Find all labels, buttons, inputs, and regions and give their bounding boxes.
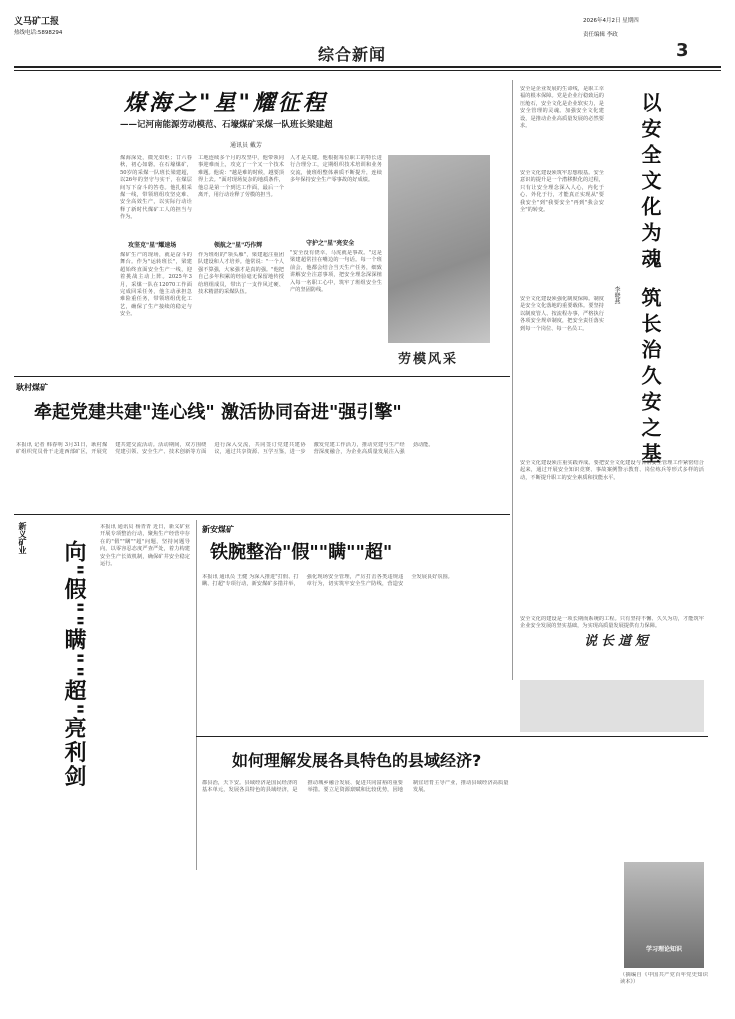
right-body-3: 安全文化建设须强化制度保障。制度是安全文化落地的重要载体。要坚持以制度管人、按流程办事，严格执行各项安全规章制度，把安全责任落实到每一个岗位、每一名员工。	[520, 296, 604, 332]
feature-photo	[388, 155, 490, 343]
anhu-section-label: 新安煤矿	[202, 525, 234, 534]
xinyi-headline: 向"假""瞒""超"亮利剑	[61, 540, 86, 789]
party-body: 本报讯 记者 韩春明 3月31日，耿村煤矿组织党员骨干走进西部矿区，开展党建共建交流活动。活动期间，双方围绕党建引领、安全生产、技术创新等方面进行深入交流，共同签订党建共建协议，通过共享资源、互学互鉴，进一步激发党建工作活力，推动党建与生产经营深度融合，为企业高质量发展注入强劲动能。	[16, 442, 434, 456]
masthead-rule	[14, 66, 721, 68]
feature-byline: 通讯员 戴芳	[230, 142, 262, 149]
right-body-1: 安全是企业发展的生命线，是职工幸福的根本保障。党是企业行稳致远的压舱石，安全文化是企业软实力，是安全管理的灵魂。加强安全文化建设，是推动企业高质量发展的必然要求。	[520, 86, 604, 130]
feature-body-6: "安全没有侥幸，马虎就是事故。"这是梁建超常挂在嘴边的一句话。每一个班前会，他都会结合当天生产任务，细致讲解安全注意事项，把安全理念深深植入每一名职工心中，筑牢了班组安全生产的坚固防线。	[290, 250, 382, 294]
xinyi-body: 本报讯 通讯员 杨青青 近日，新义矿业开展专项整治行动，聚焦生产经营中存在的"假""瞒""超"问题，坚持问题导向，以零容忍态度严查严处，着力构建安全生产长效机制，确保矿井安全稳定运行。	[100, 524, 190, 568]
divider-feature	[14, 376, 510, 377]
book-title: 学习理论知识	[645, 946, 682, 953]
feature-body-5: 人才是关键。他根据每位职工的特长进行合理分工，定期组织技术培训和业务交流，使班组整体素质不断提升，连续多年保持安全生产零事故的好成绩。	[290, 155, 382, 184]
right-body-5: 安全文化的建设是一项长期而系统的工程。只有坚持不懈、久久为功，才能筑牢企业安全发展的坚实基础，为实现高质量发展提供有力保障。	[520, 616, 704, 630]
anhu-headline: 铁腕整治"假""瞒""超"	[210, 542, 393, 563]
party-headline: 牵起党建共建"连心线" 激活协同奋进"强引擎"	[34, 402, 402, 423]
page-number: 3	[676, 40, 689, 61]
right-column-heading: 以安全文化为魂 筑长治久安之基	[638, 92, 662, 469]
feature-body-3: 工地连续多个月的攻坚中，他带领同事迎难而上，攻克了一个又一个技术难题。他说："越是难的时候，越要顶得上去。"面对现场复杂的地质条件，他总是第一个到达工作面，最后一个离开，用行动诠释了劳模的担当。	[198, 155, 284, 199]
anhu-photo	[520, 680, 704, 732]
anhu-body: 本报讯 通讯员 王健 为深入推进"打假、打瞒、打超"专项行动，新安煤矿多措并举，强化现场安全管理，严厉打击各类违规违章行为，切实筑牢安全生产防线，营造安全发展良好氛围。	[202, 574, 453, 588]
book-caption: （摘编自《中国共产党百年党史知识读本》）	[620, 972, 708, 986]
county-body: 郡县治，天下安。县域经济是国民经济的基本单元，发展各具特色的县域经济，是推动城乡融合发展、促进共同富裕的重要举措。要立足资源禀赋和比较优势，因地制宜培育主导产业，推动县域经济高质量发展。	[202, 780, 509, 794]
right-column-author: 李晓燕	[613, 286, 620, 304]
issue-date: 2026年4月2日 星期四	[583, 18, 639, 24]
feature-heading-1: 攻坚克"星"耀速场	[128, 242, 177, 249]
paper-name: 义马矿工报	[14, 17, 60, 27]
masthead	[0, 0, 735, 68]
feature-subtitle: ——记河南能源劳动模范、石壕煤矿采煤一队班长梁建超	[120, 120, 333, 130]
feature-photo-caption: 劳模风采	[398, 352, 459, 367]
editor: 责任编辑 李政	[583, 32, 618, 38]
divider-county	[196, 736, 708, 737]
feature-title: 煤海之"星"耀征程	[124, 91, 328, 116]
party-section-label: 耿村煤矿	[16, 383, 48, 392]
feature-body-4: 作为班组的"领头雁"，梁建超注重团队建设和人才培养。他常说："一个人强不算强，大家强才是真的强。"他把自己多年积累的经验毫无保留地传授给班组成员，带出了一支作风过硬、技术精湛的采煤队伍。	[198, 252, 284, 296]
feature-body-1: 煤海深处，微光如炬；廿六春秋，初心如磐。在石壕煤矿，50岁的采煤一队班长梁建超，以26年的坚守与实干，在煤层间写下奋斗的答卷。他扎根采煤一线，带领班组攻坚克难、安全高效生产，以实际行动诠释了新时代煤矿工人的担当与作为。	[120, 155, 192, 221]
right-column-badge: 说长道短	[584, 634, 653, 649]
feature-body-2: 煤矿生产的现场，就是奋斗的舞台。作为"运转班长"，梁建超始终直面安全生产一线，迎着挑战主动上阵。2025年3月，采煤一队在12070工作面完成回采任务，他主动承担急难险重任务，带领班组优化工艺，确保了生产接续的稳定与安全。	[120, 252, 192, 318]
anhu-rule	[196, 520, 197, 870]
xinyi-section-label: 新义矿业	[18, 522, 27, 554]
county-headline: 如何理解发展各具特色的县域经济?	[232, 751, 482, 770]
hotline: 热线电话:5898294	[14, 30, 63, 36]
masthead-rule-thin	[14, 70, 721, 71]
feature-heading-2: 领航之"星"巧作辉	[214, 242, 263, 249]
right-body-4: 安全文化建设须注重实践养成。要把安全文化建设与日常安全管理工作紧密结合起来，通过开展安全知识竞赛、事故案例警示教育、岗位练兵等形式多样的活动，不断提升职工的安全素质和技能水平。	[520, 460, 704, 481]
divider-party	[14, 514, 510, 515]
right-column-rule	[512, 80, 513, 680]
right-body-2: 安全文化建设须筑牢思想根基。安全意识的提升是一个潜移默化的过程，只有让安全理念深入人心，内化于心、外化于行，才能真正实现从"要我安全"到"我要安全"再到"我会安全"的转变。	[520, 170, 604, 214]
feature-heading-3: 守护之"星"亮安全	[306, 240, 355, 247]
section-title: 综合新闻	[318, 45, 387, 64]
